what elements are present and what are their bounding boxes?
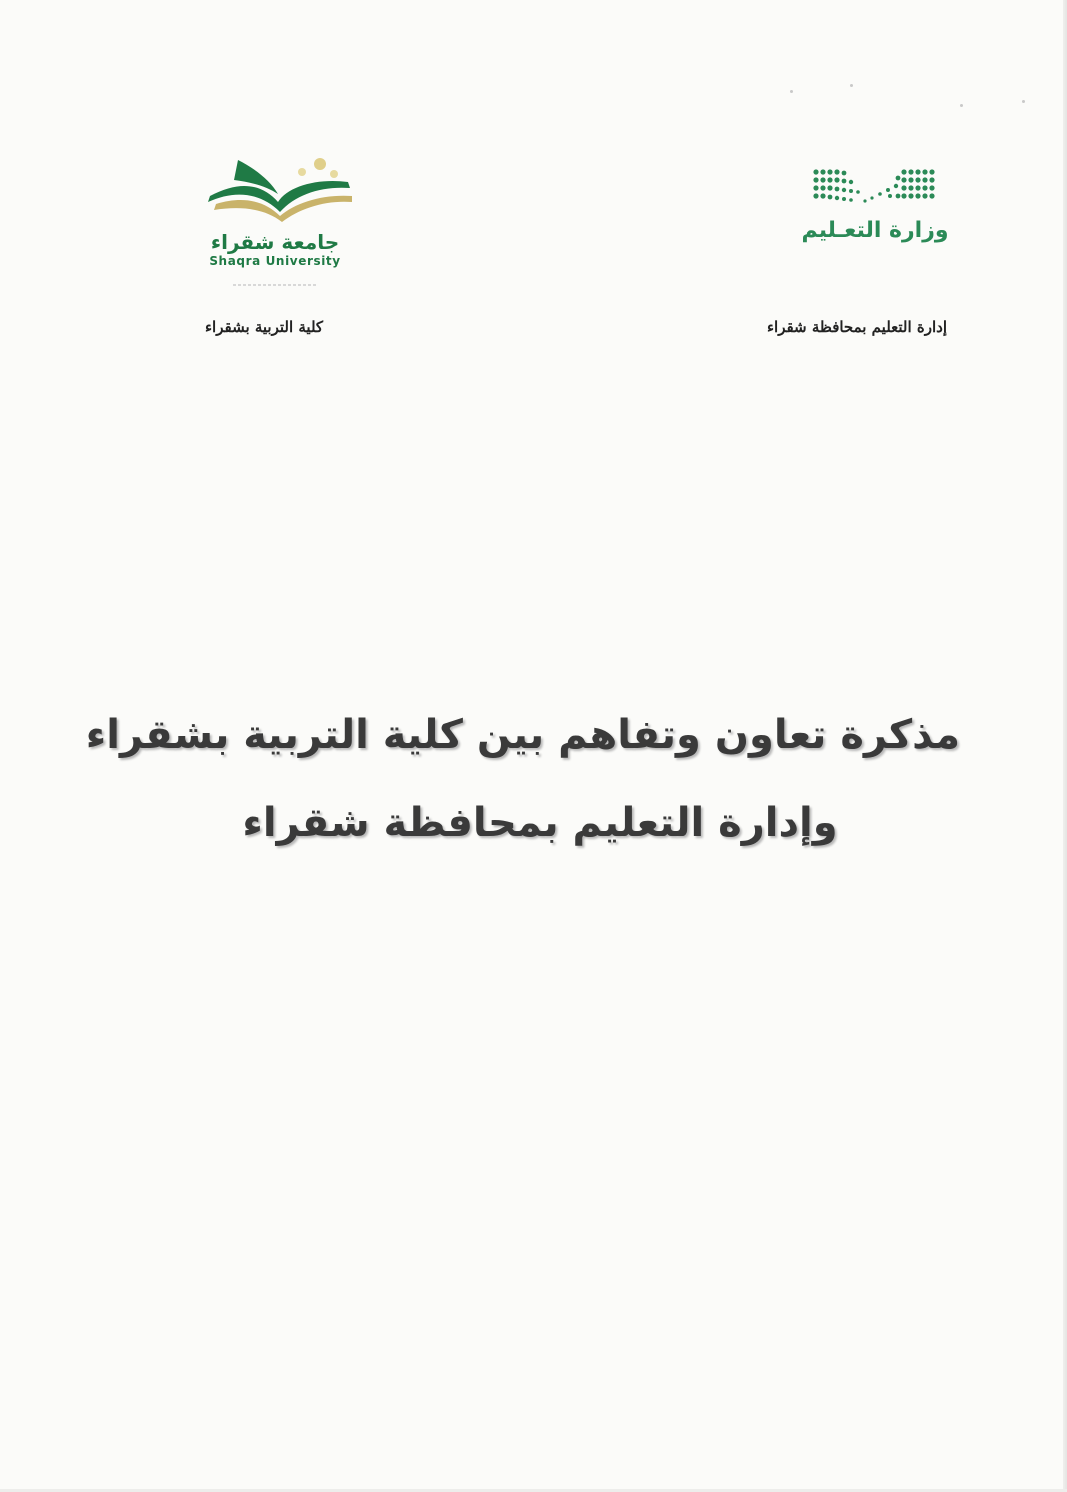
university-name-arabic: جامعة شقراء (210, 230, 340, 254)
university-logo (180, 150, 370, 300)
open-book-emblem-icon (190, 150, 360, 230)
university-name-english: Shaqra University (209, 254, 341, 268)
ministry-logo-text: وزارة التعـليم (801, 218, 949, 243)
document-title-line-2: وإدارة التعليم بمحافظة شقراء (242, 800, 838, 846)
scan-speck (960, 104, 963, 107)
scan-speck (850, 84, 853, 87)
scan-speck (1022, 100, 1025, 103)
education-department-subtitle: إدارة التعليم بمحافظة شقراء (766, 318, 947, 336)
page-edge (1063, 0, 1067, 1492)
college-subtitle: كلية التربية بشقراء (205, 318, 324, 336)
ministry-logo (770, 150, 980, 270)
ministry-dots-emblem-icon (810, 166, 940, 208)
document-title-line-1: مذكرة تعاون وتفاهم بين كلية التربية بشقراء (85, 712, 960, 758)
logo-faint-caption (233, 284, 317, 286)
scan-speck (790, 90, 793, 93)
